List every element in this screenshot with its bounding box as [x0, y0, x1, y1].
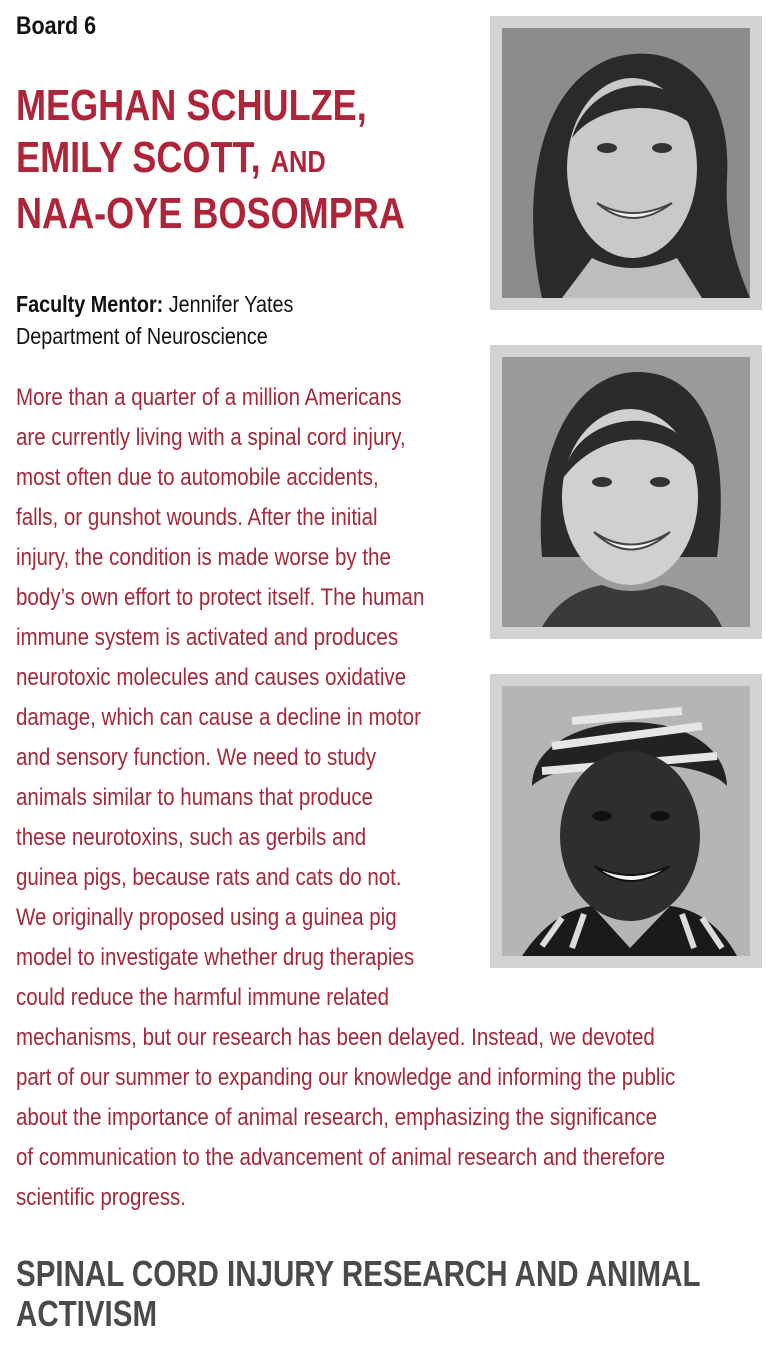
abstract-line: immune system is activated and produces: [16, 624, 399, 651]
abstract-line: neurotoxic molecules and causes oxidative: [16, 664, 407, 691]
mentor-label: Faculty Mentor:: [16, 291, 164, 317]
abstract-line: model to investigate whether drug therapies: [16, 944, 415, 971]
abstract-line: could reduce the harmful immune related: [16, 984, 389, 1011]
author-names: [16, 80, 442, 240]
portrait-photo-2: [502, 357, 750, 627]
photo-frame-1: [490, 16, 762, 310]
photo-frame-3: [490, 674, 762, 968]
portrait-image-1: [502, 28, 750, 298]
abstract-line: animals similar to humans that produce: [16, 784, 373, 811]
abstract-line: of communication to the advancement of animal research and therefore: [16, 1144, 666, 1171]
abstract-line: We originally proposed using a guinea pig: [16, 904, 397, 931]
project-title-line-2: ACTIVISM: [16, 1293, 158, 1334]
mentor-block: [16, 288, 293, 352]
abstract-line: part of our summer to expanding our knowledge and informing the public: [16, 1064, 676, 1091]
author-name-2: EMILY SCOTT,: [16, 133, 261, 182]
abstract-line: most often due to automobile accidents,: [16, 464, 379, 491]
project-title: [16, 1254, 700, 1334]
portrait-photo-1: [502, 28, 750, 298]
abstract-line: guinea pigs, because rats and cats do not.: [16, 864, 402, 891]
author-name-2-line: [16, 132, 442, 188]
mentor-department: Department of Neuroscience: [16, 323, 268, 349]
author-name-3: NAA-OYE BOSOMPRA: [16, 189, 405, 238]
abstract-line: injury, the condition is made worse by the: [16, 544, 391, 571]
abstract-line: and sensory function. We need to study: [16, 744, 377, 771]
abstract-line: about the importance of animal research, emphasizing the significance: [16, 1104, 658, 1131]
board-label: Board 6: [16, 12, 97, 40]
portrait-image-3: [502, 686, 750, 956]
mentor-name: Jennifer Yates: [168, 291, 294, 317]
abstract-line: falls, or gunshot wounds. After the initial: [16, 504, 378, 531]
project-title-line-1: SPINAL CORD INJURY RESEARCH AND ANIMAL: [16, 1253, 701, 1294]
mentor-line: [16, 288, 293, 320]
portrait-image-2: [502, 357, 750, 627]
portrait-photo-3: [502, 686, 750, 956]
abstract-line: body’s own effort to protect itself. The human: [16, 584, 425, 611]
abstract-line: are currently living with a spinal cord injury,: [16, 424, 406, 451]
abstract-line: these neurotoxins, such as gerbils and: [16, 824, 367, 851]
abstract-line: scientific progress.: [16, 1184, 186, 1211]
author-conjunction: AND: [270, 144, 326, 179]
photo-frame-2: [490, 345, 762, 639]
abstract-line: damage, which can cause a decline in motor: [16, 704, 421, 731]
author-name-1: MEGHAN SCHULZE,: [16, 81, 367, 130]
abstract-line: mechanisms, but our research has been delayed. Instead, we devoted: [16, 1024, 655, 1051]
abstract-line: More than a quarter of a million Americans: [16, 384, 402, 411]
